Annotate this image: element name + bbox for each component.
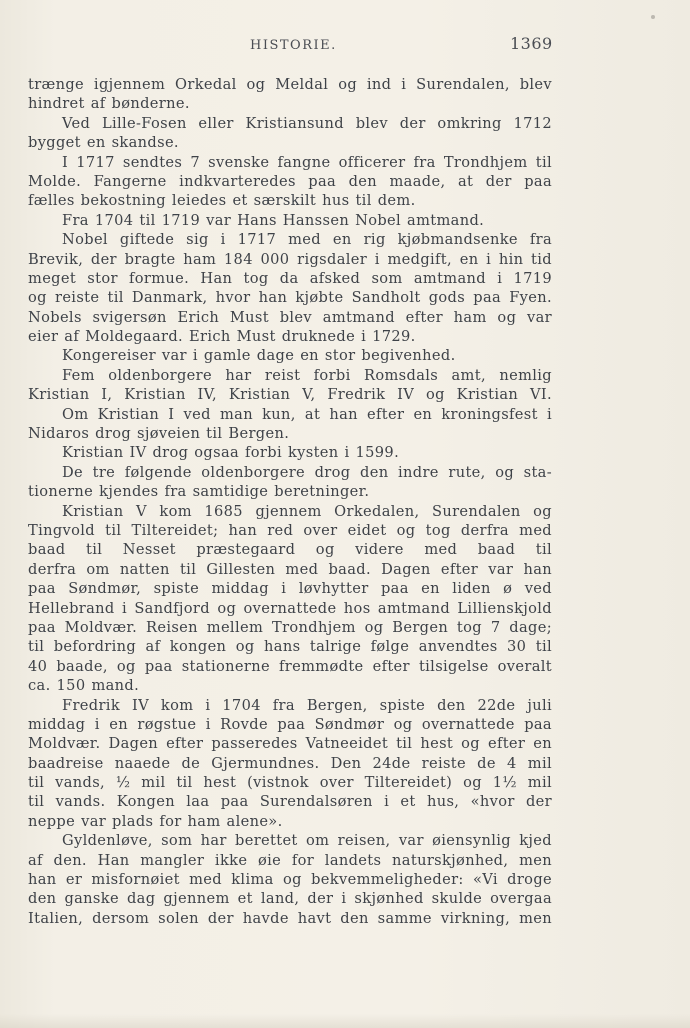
text-line: baadreise naaede de Gjermundnes. Den 24de reiste de 4 mil xyxy=(28,754,552,772)
text-line: Nidaros drog sjøveien til Bergen. xyxy=(28,425,290,443)
text-line: til befordring af kongen og hans talrige følge anvendtes 30 til xyxy=(28,638,552,656)
scan-speck xyxy=(651,15,655,19)
text-line: ca. 150 mand. xyxy=(28,677,140,695)
text-line: fælles bekostning leiedes et særskilt hus til dem. xyxy=(28,192,416,210)
text-line: Fra 1704 til 1719 var Hans Hanssen Nobel amtmand. xyxy=(62,211,485,229)
text-line: neppe var plads for ham alene». xyxy=(28,812,283,830)
text-line: eier af Moldegaard. Erich Must druknede i 1729. xyxy=(28,328,416,346)
running-header: HISTORIE. xyxy=(250,38,337,53)
text-line: Ved Lille-Fosen eller Kristiansund blev der omkring 1712 xyxy=(62,114,552,132)
text-line: 40 baade, og paa stationerne fremmødte efter tilsigelse overalt xyxy=(28,657,552,675)
text-line: paa Søndmør, spiste middag i løvhytter paa en liden ø ved xyxy=(28,580,552,598)
text-line: trænge igjennem Orkedal og Meldal og ind i Surendalen, blev xyxy=(28,76,552,93)
body-text xyxy=(28,75,552,928)
text-line: Nobels svigersøn Erich Must blev amtmand efter ham og var xyxy=(28,308,552,326)
text-line: Fredrik IV kom i 1704 fra Bergen, spiste den 22de juli xyxy=(62,696,552,714)
text-line: Kongereiser var i gamle dage en stor begivenhed. xyxy=(62,347,456,365)
text-line: til vands, ½ mil til hest (vistnok over Tiltereidet) og 1½ mil xyxy=(28,774,552,792)
text-line: baad til Nesset præstegaard og videre med baad til xyxy=(28,541,552,559)
text-line: Kristian I, Kristian IV, Kristian V, Fredrik IV og Kristian VI. xyxy=(28,386,552,404)
text-line: derfra om natten til Gillesten med baad. Dagen efter var han xyxy=(28,560,552,578)
text-line: Gyldenløve, som har berettet om reisen, var øiensynlig kjed xyxy=(62,832,552,850)
text-line: meget stor formue. Han tog da afsked som amtmand i 1719 xyxy=(28,269,552,287)
text-line: Tingvold til Tiltereidet; han red over eidet og tog derfra med xyxy=(28,521,552,539)
page-bottom-edge xyxy=(0,1014,690,1028)
text-line: hindret af bønderne. xyxy=(28,95,190,113)
text-line: paa Moldvær. Reisen mellem Trondhjem og Bergen tog 7 dage; xyxy=(28,618,552,636)
text-line: han er misfornøiet med klima og bekvemmeligheder: «Vi droge xyxy=(28,871,552,889)
text-line: Nobel giftede sig i 1717 med en rig kjøbmandsenke fra xyxy=(62,231,552,249)
text-line: Hellebrand i Sandfjord og overnattede hos amtmand Lillienskjold xyxy=(28,599,552,617)
text-line: I 1717 sendtes 7 svenske fangne officerer fra Trondhjem til xyxy=(62,153,552,171)
text-line: Om Kristian I ved man kun, at han efter en kroningsfest i xyxy=(62,405,552,423)
text-line: Brevik, der bragte ham 184 000 rigsdaler i medgift, en i hin tid xyxy=(28,250,552,268)
text-line: af den. Han mangler ikke øie for landets naturskjønhed, men xyxy=(28,851,552,869)
text-line: tionerne kjendes fra samtidige beretninger. xyxy=(28,483,370,501)
text-line: De tre følgende oldenborgere drog den indre rute, og sta- xyxy=(62,463,552,481)
text-line: den ganske dag gjennem et land, der i skjønhed skulde overgaa xyxy=(28,890,552,908)
text-line: Molde. Fangerne indkvarteredes paa den maade, at der paa xyxy=(28,172,552,190)
text-line: bygget en skandse. xyxy=(28,134,179,152)
text-line: Fem oldenborgere har reist forbi Romsdals amt, nemlig xyxy=(62,366,552,384)
text-line: Moldvær. Dagen efter passeredes Vatneeidet til hest og efter en xyxy=(28,735,552,753)
text-line: og reiste til Danmark, hvor han kjøbte Sandholt gods paa Fyen. xyxy=(28,289,552,307)
text-line: Kristian V kom 1685 gjennem Orkedalen, Surendalen og xyxy=(62,502,552,520)
text-line: Kristian IV drog ogsaa forbi kysten i 1599. xyxy=(62,444,400,462)
text-line: middag i en røgstue i Rovde paa Søndmør og overnattede paa xyxy=(28,715,552,733)
text-line: til vands. Kongen laa paa Surendalsøren i et hus, «hvor der xyxy=(28,793,552,811)
page-number: 1369 xyxy=(510,34,553,53)
text-line: Italien, dersom solen der havde havt den samme virkning, men xyxy=(28,909,552,927)
